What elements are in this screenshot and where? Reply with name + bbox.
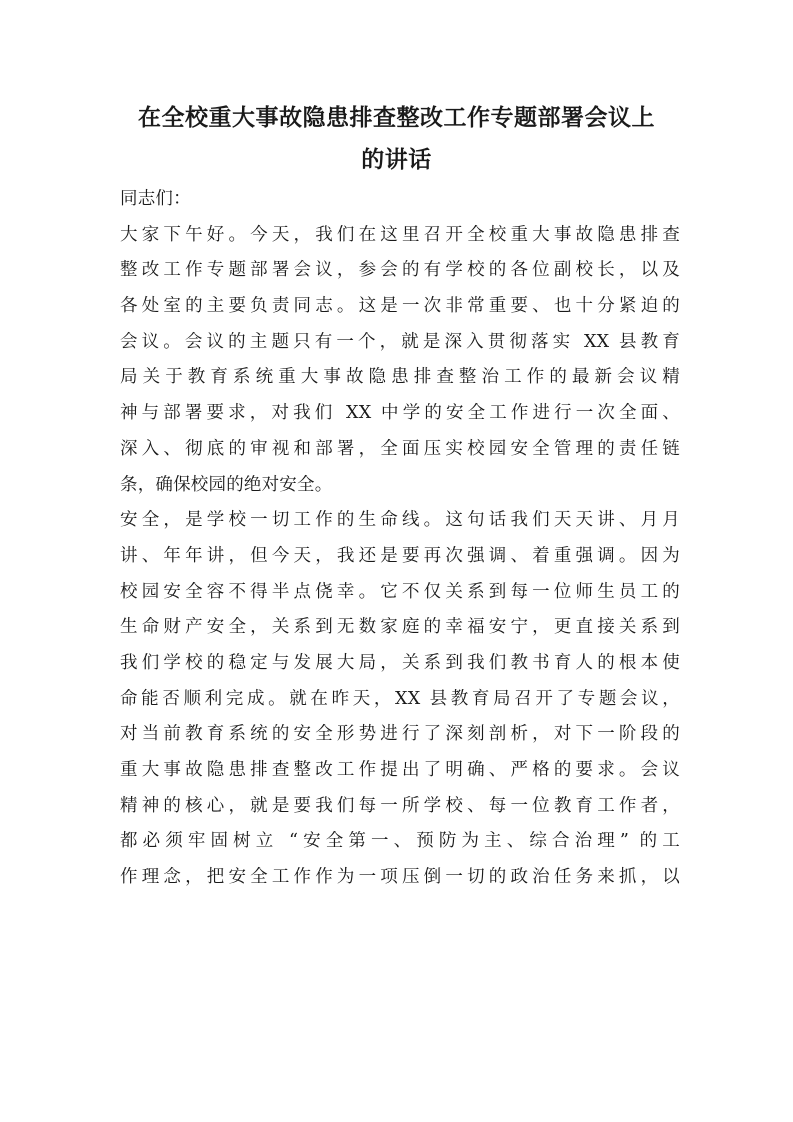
body-line: 命能否顺利完成。就在昨天，XX 县教育局召开了专题会议，	[120, 688, 680, 709]
body-line: 都必须牢固树立 “安全第一、预防为主、综合治理” 的工	[120, 831, 680, 852]
body-line: 大家下午好。今天，我们在这里召开全校重大事故隐患排查	[120, 224, 680, 245]
body-line: 校园安全容不得半点侥幸。它不仅关系到每一位师生员工的	[120, 581, 680, 602]
salutation: 同志们：	[120, 189, 191, 209]
body-line: 会议。会议的主题只有一个，就是深入贯彻落实 XX 县教育	[120, 331, 680, 352]
body-line: 作理念，把安全工作作为一项压倒一切的政治任务来抓，以	[120, 867, 680, 888]
body-line: 生命财产安全，关系到无数家庭的幸福安宁，更直接关系到	[120, 617, 680, 638]
body-line: 条，确保校园的绝对安全。	[120, 474, 333, 495]
body-line: 整改工作专题部署会议，参会的有学校的各位副校长，以及	[120, 260, 680, 281]
body-line: 各处室的主要负责同志。这是一次非常重要、也十分紧迫的	[120, 296, 680, 317]
body-line: 局关于教育系统重大事故隐患排查整治工作的最新会议精	[120, 367, 680, 388]
body-line: 安全，是学校一切工作的生命线。这句话我们天天讲、月月	[120, 510, 680, 531]
body-line: 神与部署要求，对我们 XX 中学的安全工作进行一次全面、	[120, 403, 680, 424]
document-body	[120, 182, 680, 896]
body-line: 深入、彻底的审视和部署，全面压实校园安全管理的责任链	[120, 438, 680, 459]
body-line: 我们学校的稳定与发展大局，关系到我们教书育人的根本使	[120, 652, 680, 673]
document-title-line-1: 在全校重大事故隐患排查整改工作专题部署会议上	[138, 104, 655, 131]
body-line: 精神的核心，就是要我们每一所学校、每一位教育工作者，	[120, 795, 680, 816]
body-line: 讲、年年讲，但今天，我还是要再次强调、着重强调。因为	[120, 545, 680, 566]
document-title-line-2: 的讲话	[361, 146, 432, 173]
body-line: 对当前教育系统的安全形势进行了深刻剖析，对下一阶段的	[120, 724, 680, 745]
body-line: 重大事故隐患排查整改工作提出了明确、严格的要求。会议	[120, 760, 680, 780]
